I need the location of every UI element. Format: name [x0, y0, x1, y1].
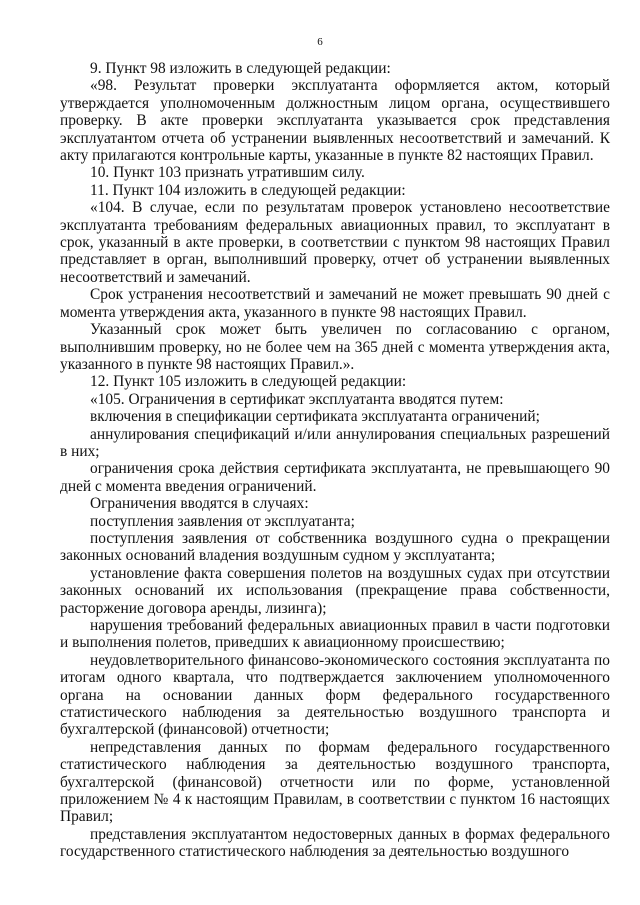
paragraph: 11. Пункт 104 изложить в следующей редакции:: [90, 181, 406, 199]
paragraph: непредставления данных по формам федерального государственного статистического наблюдения за деятельностью воздушного транспорта, бухгалтерской (финансовой) отчетности или по форме, установленной приложением № 4 к настоящим Правилам, в соответствии с пунктом 16 настоящих Правил;: [60, 738, 610, 826]
paragraph: «105. Ограничения в сертификат эксплуатанта вводятся путем:: [90, 390, 504, 408]
paragraph: установление факта совершения полетов на воздушных судах при отсутствии законных оснований их использования (прекращение права собственности, расторжение договора аренды, лизинга);: [60, 564, 610, 617]
paragraph: Указанный срок может быть увеличен по согласованию с органом, выполнившим проверку, но не более чем на 365 дней с момента утверждения акта, указанного в пункте 98 настоящих Правил.».: [60, 321, 610, 373]
paragraph: «104. В случае, если по результатам проверок установлено несоответствие эксплуатанта требованиям федеральных авиационных правил, то эксплуатант в срок, указанный в акте проверки, в соответствии с пунктом 98 настоящих Правил представляет в орган, выполнивший проверку, отчет об устранении выявленных несоответствий и замечаний.: [60, 199, 610, 286]
paragraph: ограничения срока действия сертификата эксплуатанта, не превышающего 90 дней с момента введения ограничений.: [60, 460, 610, 495]
paragraph: 10. Пункт 103 признать утратившим силу.: [90, 164, 365, 182]
paragraph: поступления заявления от эксплуатанта;: [90, 512, 355, 530]
paragraph: Срок устранения несоответствий и замечаний не может превышать 90 дней с момента утверждения акта, указанного в пункте 98 настоящих Правил.: [60, 286, 610, 321]
page-number: 6: [317, 36, 323, 48]
paragraph: аннулирования спецификаций и/или аннулирования специальных разрешений в них;: [60, 425, 610, 460]
document-body: [60, 60, 610, 861]
paragraph: представления эксплуатантом недостоверных данных в формах федерального государственного статистического наблюдения за деятельностью воздушного: [60, 825, 610, 861]
paragraph: неудовлетворительного финансово-экономического состояния эксплуатанта по итогам одного квартала, что подтверждается заключением уполномоченного органа на основании данных форм федерального государственного статистического наблюдения за деятельностью воздушного транспорта и бухгалтерской (финансовой) отчетности;: [60, 651, 610, 739]
paragraph: нарушения требований федеральных авиационных правил в части подготовки и выполнения полетов, приведших к авиационному происшествию;: [60, 617, 610, 652]
paragraph: 12. Пункт 105 изложить в следующей редакции:: [90, 373, 407, 391]
paragraph: «98. Результат проверки эксплуатанта оформляется актом, который утверждается уполномоченным должностным лицом органа, осуществившего проверку. В акте проверки эксплуатанта указывается срок представления эксплуатантом отчета об устранении выявленных несоответствий и замечаний. К акту прилагаются контрольные карты, указанные в пункте 82 настоящих Правил.: [60, 77, 610, 165]
paragraph: 9. Пункт 98 изложить в следующей редакции:: [90, 60, 391, 77]
paragraph: Ограничения вводятся в случаях:: [90, 495, 309, 513]
paragraph: включения в спецификации сертификата эксплуатанта ограничений;: [90, 408, 540, 426]
paragraph: поступления заявления от собственника воздушного судна о прекращении законных оснований владения воздушным судном у эксплуатанта;: [60, 529, 610, 565]
